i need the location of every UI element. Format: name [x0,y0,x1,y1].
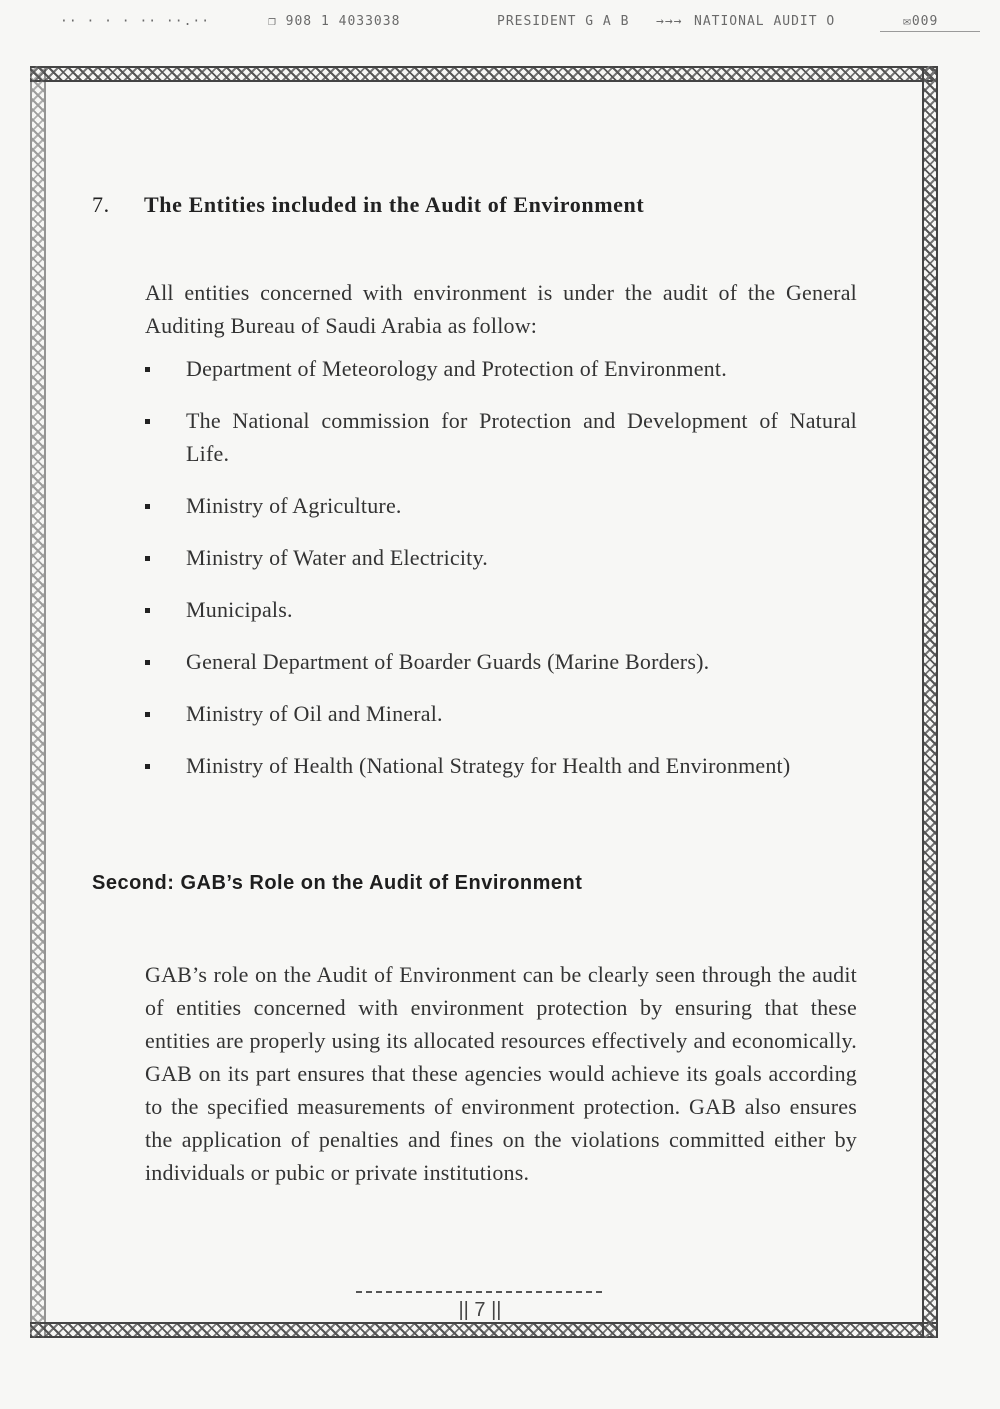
bullet-square-icon [145,504,150,509]
border-right [922,66,938,1338]
list-item [145,404,857,470]
fax-phone-number: ❐ 908 1 4033038 [268,14,401,29]
list-item-text: Ministry of Water and Electricity. [186,545,488,570]
fax-header [0,10,1000,32]
list-item [145,593,857,626]
fax-sender: PRESIDENT G A B [497,14,630,29]
fax-arrow: →→→ [656,14,683,29]
border-top [30,66,938,82]
list-item-text: Ministry of Agriculture. [186,493,402,518]
page-divider [356,1291,602,1293]
fax-header-rule [880,31,980,32]
list-item [145,541,857,574]
bullet-square-icon [145,608,150,613]
bullet-square-icon [145,556,150,561]
bullet-square-icon [145,419,150,424]
section-number: 7. [92,192,110,217]
intro-paragraph: All entities concerned with environment is under the audit of the General Auditing Bureau of Saudi Arabia as follow: [145,280,857,338]
section-title: The Entities included in the Audit of Environment [144,192,645,217]
fax-recipient: NATIONAL AUDIT O [694,14,836,29]
fax-header-left: ·· · · · ·· ··.·· [60,14,211,29]
sub-heading: Second: GAB’s Role on the Audit of Environment [92,872,583,894]
border-left [30,66,46,1338]
list-item-text: Ministry of Health (National Strategy for Health and Environment) [186,753,791,778]
list-item-text: Ministry of Oil and Mineral. [186,701,443,726]
bullet-square-icon [145,367,150,372]
list-item [145,489,857,522]
border-bottom [30,1322,938,1338]
page-number: || 7 || [458,1299,502,1321]
bullet-square-icon [145,712,150,717]
list-item-text: General Department of Boarder Guards (Marine Borders). [186,649,710,674]
list-item-text: The National commission for Protection and Development of Natural Life. [186,408,857,466]
entity-list [145,352,857,801]
role-paragraph: GAB’s role on the Audit of Environment can be clearly seen through the audit of entities concerned with environment protection by ensuring that these entities are properly using its allocated resources effectively and economically. GAB on its part ensures that these agencies would achieve its goals according to the specified measurements of environment protection. GAB also ensures the application of penalties and fines on the violations committed either by individuals or pubic or private institutions. [145,962,857,1185]
list-item [145,352,857,385]
fax-page-counter: ✉009 [903,14,939,29]
bullet-square-icon [145,660,150,665]
bullet-square-icon [145,764,150,769]
list-item [145,645,857,678]
section-heading [92,192,644,218]
list-item-text: Municipals. [186,597,293,622]
list-item [145,749,857,782]
list-item [145,697,857,730]
list-item-text: Department of Meteorology and Protection of Environment. [186,356,727,381]
